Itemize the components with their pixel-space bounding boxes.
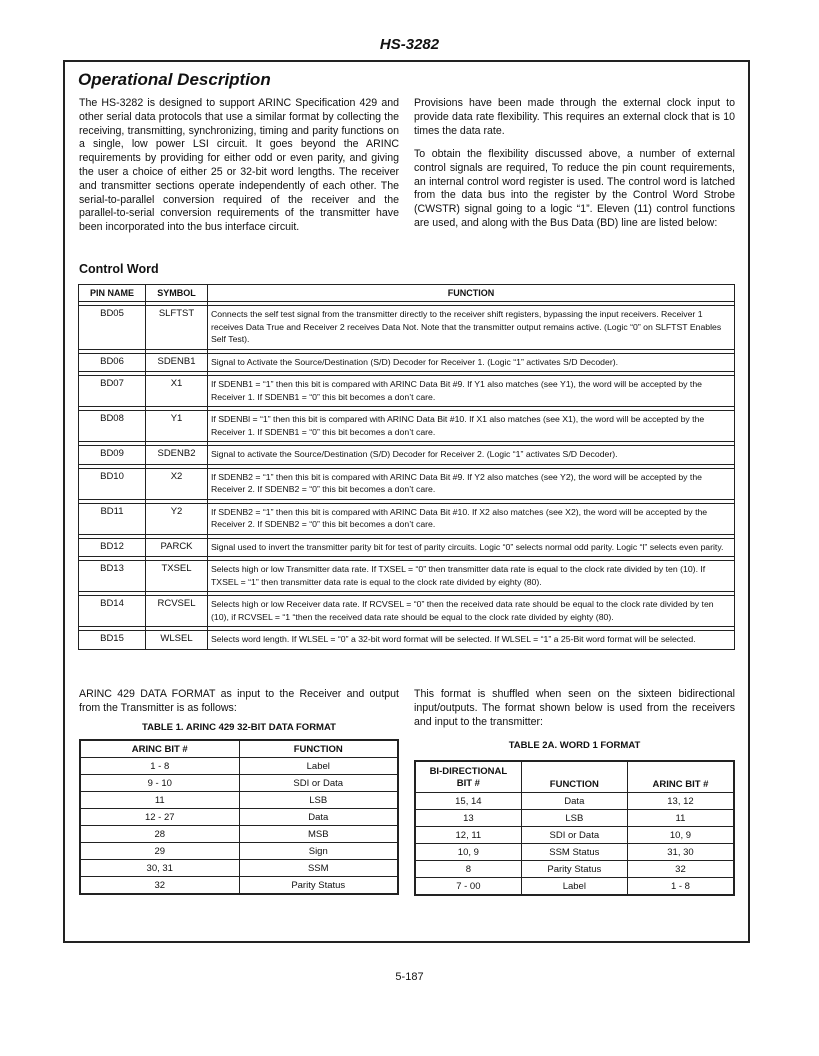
pin-name-cell: BD11 xyxy=(79,503,146,534)
header-symbol: SYMBOL xyxy=(146,285,208,302)
shuffle-format-text: This format is shuffled when seen on the sixteen bidirectional input/outputs. The format shown below is used from the receivers and input to the transmitter: xyxy=(414,688,735,728)
control-word-row xyxy=(79,306,735,350)
table-row xyxy=(415,844,734,861)
function-cell: Signal to Activate the Source/Destination (S/D) Decoder for Receiver 1. (Logic “1” activates S/D Decoder). xyxy=(208,353,735,372)
pin-name-cell: BD09 xyxy=(79,446,146,465)
table-row xyxy=(80,792,398,809)
table-cell: 1 - 8 xyxy=(627,878,734,896)
control-word-row xyxy=(79,468,735,499)
table-cell: 31, 30 xyxy=(627,844,734,861)
table-cell: 12 - 27 xyxy=(80,809,239,826)
header-function: FUNCTION xyxy=(521,761,627,793)
table-row xyxy=(80,758,398,775)
table-cell: Sign xyxy=(239,843,398,860)
table-cell: MSB xyxy=(239,826,398,843)
table-row xyxy=(415,793,734,810)
table-cell: SSM Status xyxy=(521,844,627,861)
header-pin-name: PIN NAME xyxy=(79,285,146,302)
pin-name-cell: BD10 xyxy=(79,468,146,499)
table-cell: 30, 31 xyxy=(80,860,239,877)
table-cell: 32 xyxy=(80,877,239,895)
symbol-cell: Y1 xyxy=(146,411,208,442)
header-arinc-bit: ARINC BIT # xyxy=(627,761,734,793)
symbol-cell: SDENB2 xyxy=(146,446,208,465)
symbol-cell: X2 xyxy=(146,468,208,499)
function-cell: Selects word length. If WLSEL = “0” a 32-bit word format will be selected. If WLSEL = “1” a 25-Bit word format will be selected. xyxy=(208,631,735,650)
table-cell: LSB xyxy=(521,810,627,827)
table-row xyxy=(80,826,398,843)
table-row xyxy=(80,860,398,877)
table2a-header-row xyxy=(415,761,734,793)
table-cell: 28 xyxy=(80,826,239,843)
pin-name-cell: BD13 xyxy=(79,561,146,592)
table1-header-row xyxy=(80,740,398,758)
table-row xyxy=(415,878,734,896)
table-cell: SDI or Data xyxy=(521,827,627,844)
control-word-row xyxy=(79,538,735,557)
table-cell: Data xyxy=(239,809,398,826)
arinc-32bit-format-table xyxy=(79,739,399,895)
table-row xyxy=(415,827,734,844)
function-cell: Signal used to invert the transmitter parity bit for test of parity circuits. Logic “0” selects normal odd parity. Logic “l” selects even parity. xyxy=(208,538,735,557)
table-cell: 7 - 00 xyxy=(415,878,521,896)
table-cell: 13, 12 xyxy=(627,793,734,810)
control-word-row xyxy=(79,561,735,592)
table-cell: 10, 9 xyxy=(627,827,734,844)
table-cell: 10, 9 xyxy=(415,844,521,861)
table-cell: 1 - 8 xyxy=(80,758,239,775)
symbol-cell: RCVSEL xyxy=(146,596,208,627)
symbol-cell: SDENB1 xyxy=(146,353,208,372)
table-row xyxy=(80,843,398,860)
table-cell: LSB xyxy=(239,792,398,809)
control-word-row xyxy=(79,596,735,627)
table-row xyxy=(80,877,398,895)
pin-name-cell: BD14 xyxy=(79,596,146,627)
function-cell: If SDENBl = “1” then this bit is compared with ARINC Data Bit #10. If X1 also matches (see X1), the word will be accepted by the Receiver 1. If SDENB1 = “0” this bit becomes a don’t care. xyxy=(208,411,735,442)
function-cell: Selects high or low Transmitter data rate. If TXSEL = “0” then transmitter data rate is equal to the clock rate divided by ten (10). If TXSEL = “1” then transmitter data rate is equal to the clock rate divided by eighty (80). xyxy=(208,561,735,592)
table-cell: SDI or Data xyxy=(239,775,398,792)
table-row xyxy=(415,810,734,827)
control-word-row xyxy=(79,503,735,534)
table-cell: SSM xyxy=(239,860,398,877)
table-cell: 29 xyxy=(80,843,239,860)
function-cell: Selects high or low Receiver data rate. If RCVSEL = “0” then the received data rate should be equal to the clock rate divided by ten (10), if RCVSEL = “1 “then the received data rate should be equal to the clock rate divided by eighty (80). xyxy=(208,596,735,627)
table-cell: 13 xyxy=(415,810,521,827)
control-word-row xyxy=(79,376,735,407)
table-cell: 8 xyxy=(415,861,521,878)
table-row xyxy=(80,775,398,792)
symbol-cell: TXSEL xyxy=(146,561,208,592)
table-row xyxy=(415,861,734,878)
function-cell: Connects the self test signal from the transmitter directly to the receiver shift registers, bypassing the input receivers. Receiver 1 receives Data True and Receiver 2 receives Data Not. Note that the transmitter output remains active. (Logic “0” on SLFTST Enables Self Test). xyxy=(208,306,735,350)
table2a-caption: TABLE 2A. WORD 1 FORMAT xyxy=(508,740,641,751)
table-cell: Data xyxy=(521,793,627,810)
function-cell: If SDENB2 = “1” then this bit is compared with ARINC Data Bit #9. If Y2 also matches (see Y2), the word will be accepted by the Receiver 2. If SDENB2 = “0” this bit becomes a don’t care. xyxy=(208,468,735,499)
pin-name-cell: BD06 xyxy=(79,353,146,372)
table-row xyxy=(80,809,398,826)
page-number: 5-187 xyxy=(395,971,424,983)
arinc-format-intro: ARINC 429 DATA FORMAT as input to the Receiver and output from the Transmitter is as follows: xyxy=(79,688,399,714)
intro-right-paragraph-2: To obtain the flexibility discussed above, a number of external control signals are required, To reduce the pin count requirements, an internal control word register is used. The control word is latched from the data bus into the register by the Control Word Strobe (CWSTR) signal going to a logic “1”. Eleven (11) control functions are used, and along with the Bus Data (BD) line are listed below: xyxy=(414,148,735,229)
table-cell: 15, 14 xyxy=(415,793,521,810)
table-cell: 12, 11 xyxy=(415,827,521,844)
pin-name-cell: BD12 xyxy=(79,538,146,557)
page-header: HS-3282 xyxy=(379,36,440,53)
table-cell: Label xyxy=(521,878,627,896)
table-cell: 9 - 10 xyxy=(80,775,239,792)
header-arinc-bit: ARINC BIT # xyxy=(80,740,239,758)
table1-caption: TABLE 1. ARINC 429 32-BIT DATA FORMAT xyxy=(142,722,336,733)
table-cell: 11 xyxy=(80,792,239,809)
pin-name-cell: BD07 xyxy=(79,376,146,407)
table-cell: 32 xyxy=(627,861,734,878)
pin-name-cell: BD08 xyxy=(79,411,146,442)
word1-format-table xyxy=(414,760,735,896)
control-word-row xyxy=(79,353,735,372)
symbol-cell: SLFTST xyxy=(146,306,208,350)
header-bidirectional-bit: BI-DIRECTIONAL BIT # xyxy=(415,761,521,793)
function-cell: If SDENB1 = “1” then this bit is compared with ARINC Data Bit #9. If Y1 also matches (see Y1), the word will be accepted by the Receiver 1. If SDENB1 = “0” this bit becomes a don’t care. xyxy=(208,376,735,407)
symbol-cell: X1 xyxy=(146,376,208,407)
table-cell: Parity Status xyxy=(239,877,398,895)
control-word-row xyxy=(79,631,735,650)
section-title: Operational Description xyxy=(78,70,271,89)
control-word-row xyxy=(79,446,735,465)
function-cell: Signal to activate the Source/Destination (S/D) Decoder for Receiver 2. (Logic “1” activates S/D Decoder). xyxy=(208,446,735,465)
table-cell: Label xyxy=(239,758,398,775)
table-cell: 11 xyxy=(627,810,734,827)
control-word-header-row xyxy=(79,285,735,302)
symbol-cell: Y2 xyxy=(146,503,208,534)
symbol-cell: PARCK xyxy=(146,538,208,557)
intro-left-paragraph: The HS-3282 is designed to support ARINC Specification 429 and other serial data protocols that use a similar format by collecting the receiving, transmitting, synchronizing, timing and parity functions on a single, low power LSI circuit. It goes beyond the ARINC requirements by providing for either odd or even parity, and giving the user a choice of either 25 or 32-bit word lengths. The receiver and transmitter sections operate independently of each other. The serial-to-parallel conversion required of the receiver and the parallel-to-serial conversion requirements of the transmitter have been incorporated into the bus interface circuit. xyxy=(79,97,399,234)
pin-name-cell: BD15 xyxy=(79,631,146,650)
intro-right-paragraph-1: Provisions have been made through the external clock input to provide data rate flexibility. This requires an external clock that is 10 times the data rate. xyxy=(414,97,735,137)
control-word-row xyxy=(79,411,735,442)
symbol-cell: WLSEL xyxy=(146,631,208,650)
header-function: FUNCTION xyxy=(239,740,398,758)
control-word-heading: Control Word xyxy=(79,262,159,276)
pin-name-cell: BD05 xyxy=(79,306,146,350)
header-function: FUNCTION xyxy=(208,285,735,302)
control-word-table xyxy=(78,284,735,650)
function-cell: If SDENB2 = “1” then this bit is compared with ARINC Data Bit #10. If X2 also matches (see X2), the word will be accepted by the Receiver 2. If SDENB2 = “0” this bit becomes a don’t care. xyxy=(208,503,735,534)
table-cell: Parity Status xyxy=(521,861,627,878)
